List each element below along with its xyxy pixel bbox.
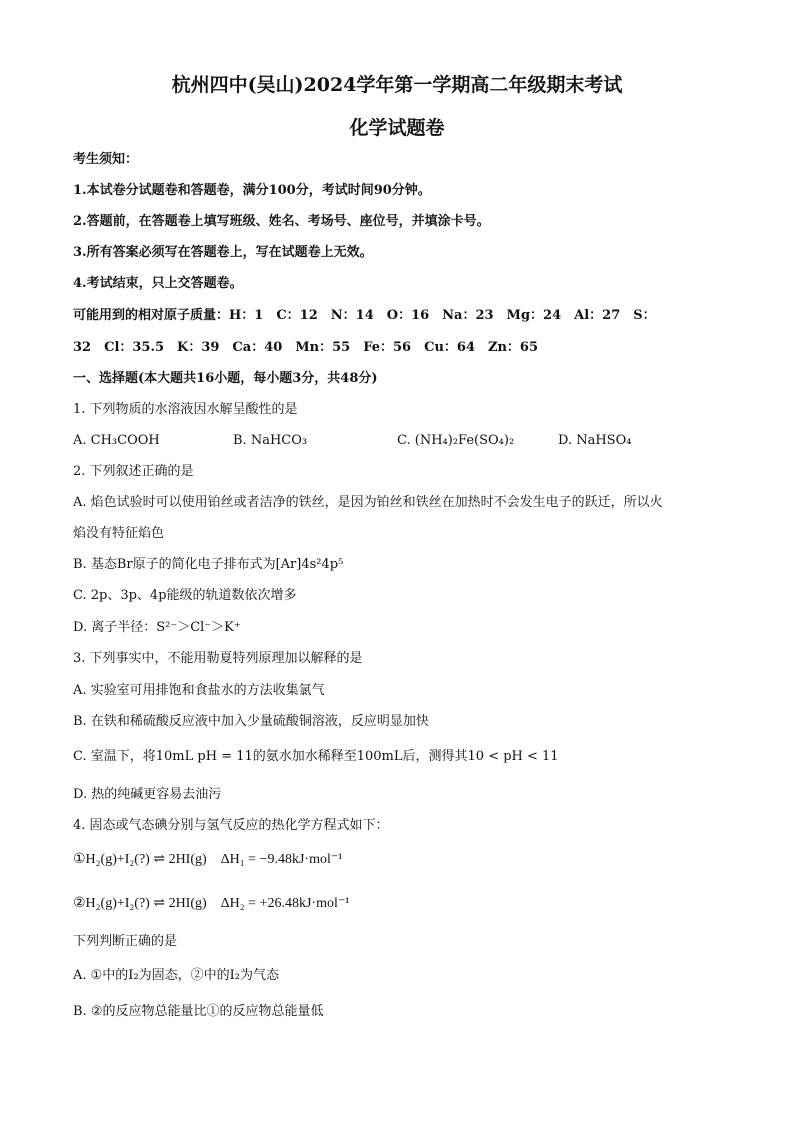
notice-item-1: 1.本试卷分试题卷和答题卷，满分100分，考试时间90分钟。 [73,183,431,198]
question-2-stem: 2. 下列叙述正确的是 [73,464,194,479]
notice-item-2: 2.答题前，在答题卷上填写班级、姓名、考场号、座位号，并填涂卡号。 [73,214,490,229]
exam-subtitle: 化学试题卷 [349,117,445,139]
question-2-option-b: B. 基态Br原子的简化电子排布式为[Ar]4s²4p⁵ [73,557,344,572]
question-3-option-b: B. 在铁和稀硫酸反应液中加入少量硫酸铜溶液，反应明显加快 [73,714,429,729]
question-4-option-a: A. ①中的I₂为固态，②中的I₂为气态 [73,968,280,983]
question-4-judge-prompt: 下列判断正确的是 [73,934,178,949]
notice-heading: 考生须知： [73,152,139,167]
question-3-stem: 3. 下列事实中，不能用勒夏特列原理加以解释的是 [73,651,363,666]
question-4-equation-1: ①H₂(g)+I₂(?) ⇌ 2HI(g) ΔH₁ = −9.48kJ·mol⁻¹ [73,852,343,867]
question-2-option-a-line-2: 焰没有特征焰色 [73,526,165,541]
question-4-stem: 4. 固态或气态碘分别与氢气反应的热化学方程式如下： [73,818,389,833]
exam-title: 杭州四中(吴山)2024学年第一学期高二年级期末考试 [171,74,623,96]
atomic-mass-line-2: 32 Cl：35.5 K：39 Ca：40 Mn：55 Fe：56 Cu：64 Zn：65 [73,340,539,355]
question-1-stem: 1. 下列物质的水溶液因水解呈酸性的是 [73,402,298,417]
question-3-option-d: D. 热的纯碱更容易去油污 [73,787,222,802]
question-1-option-a: A. CH₃COOH [73,433,160,448]
question-4-equation-2: ②H₂(g)+I₂(?) ⇌ 2HI(g) ΔH₂ = +26.48kJ·mol⁻¹ [73,896,350,911]
notice-item-4: 4.考试结束，只上交答题卷。 [73,276,243,291]
question-2-option-a-line-1: A. 焰色试验时可以使用铂丝或者洁净的铁丝，是因为铂丝和铁丝在加热时不会发生电子的跃迁，所以火 [73,495,663,510]
question-3-option-a: A. 实验室可用排饱和食盐水的方法收集氯气 [73,683,325,698]
atomic-mass-line-1: 可能用到的相对原子质量：H：1 C：12 N：14 O：16 Na：23 Mg：24 Al：27 S： [73,308,656,323]
section-heading: 一、选择题(本大题共16小题，每小题3分，共48分) [73,371,378,386]
question-2-option-c: C. 2p、3p、4p能级的轨道数依次增多 [73,588,297,603]
question-3-option-c: C. 室温下，将10mL pH = 11的氨水加水稀释至100mL后，测得其10 < pH < 11 [73,749,559,764]
question-2-option-d: D. 离子半径：S²⁻＞Cl⁻＞K⁺ [73,620,241,635]
question-4-option-b: B. ②的反应物总能量比①的反应物总能量低 [73,1004,324,1019]
question-1-option-d: D. NaHSO₄ [558,433,632,448]
question-1-option-c: C. (NH₄)₂Fe(SO₄)₂ [397,433,515,448]
notice-item-3: 3.所有答案必须写在答题卷上，写在试题卷上无效。 [73,245,373,260]
question-1-option-b: B. NaHCO₃ [233,433,308,448]
